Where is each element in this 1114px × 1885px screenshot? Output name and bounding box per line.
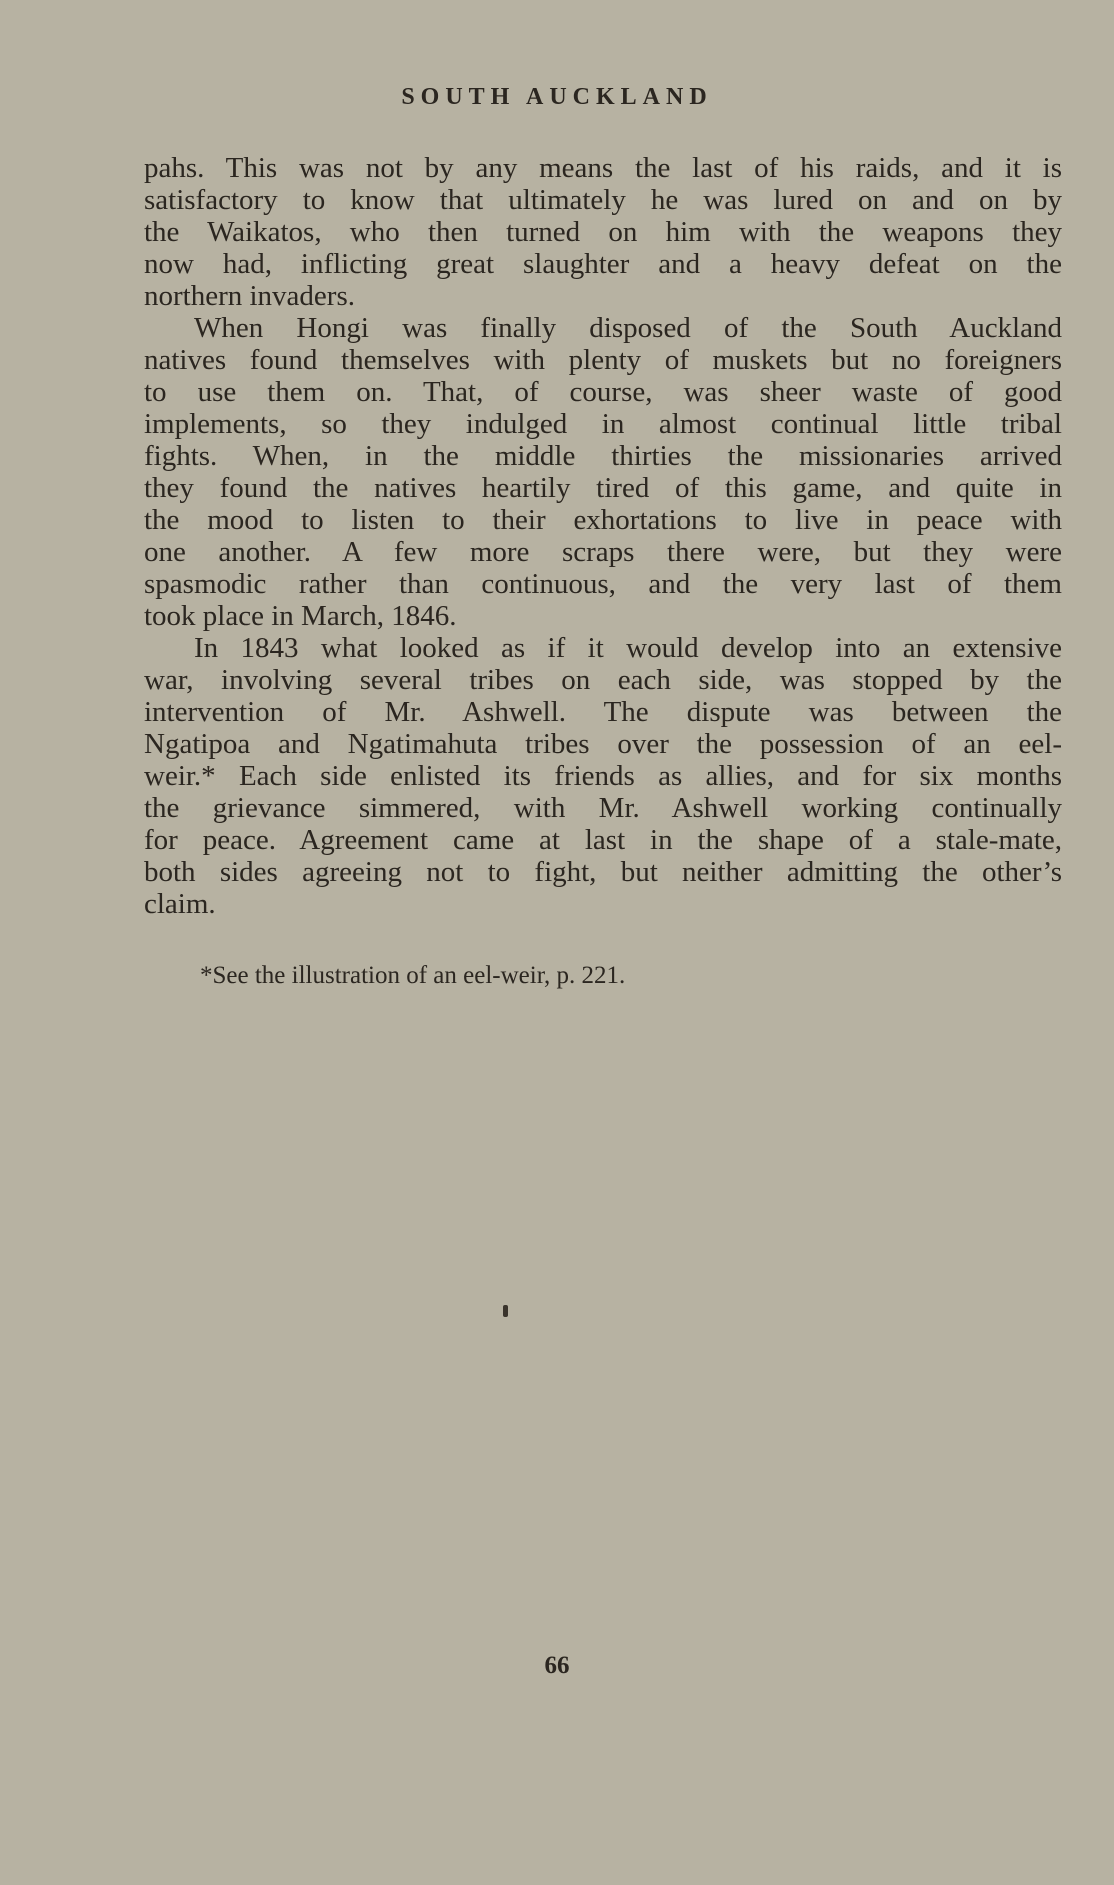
text-line: When Hongi was finally disposed of the South Auckland xyxy=(194,312,1062,344)
text-line: to use them on. That, of course, was sheer waste of good xyxy=(144,376,1062,408)
text-line: weir.* Each side enlisted its friends as allies, and for six months xyxy=(144,760,1062,792)
text-line: pahs. This was not by any means the last of his raids, and it is xyxy=(144,152,1062,184)
text-line: war, involving several tribes on each side, was stopped by the xyxy=(144,664,1062,696)
footnote: *See the illustration of an eel-weir, p. 221. xyxy=(200,962,626,989)
text-line: In 1843 what looked as if it would develop into an extensive xyxy=(194,632,1062,664)
text-line: the mood to listen to their exhortations to live in peace with xyxy=(144,504,1062,536)
text-line: intervention of Mr. Ashwell. The dispute was between the xyxy=(144,696,1062,728)
text-line: both sides agreeing not to fight, but neither admitting the other’s xyxy=(144,856,1062,888)
text-line: satisfactory to know that ultimately he was lured on and on by xyxy=(144,184,1062,216)
text-line: spasmodic rather than continuous, and the very last of them xyxy=(144,568,1062,600)
page-number: 66 xyxy=(544,1652,570,1679)
ink-speck xyxy=(503,1305,508,1317)
text-line: fights. When, in the middle thirties the missionaries arrived xyxy=(144,440,1062,472)
body-text xyxy=(144,152,1062,920)
text-line: claim. xyxy=(144,888,216,920)
text-line: for peace. Agreement came at last in the shape of a stale-mate, xyxy=(144,824,1062,856)
text-line: Ngatipoa and Ngatimahuta tribes over the possession of an eel- xyxy=(144,728,1062,760)
text-line: the grievance simmered, with Mr. Ashwell working continually xyxy=(144,792,1062,824)
text-line: the Waikatos, who then turned on him with the weapons they xyxy=(144,216,1062,248)
running-header: SOUTH AUCKLAND xyxy=(401,84,713,110)
text-line: they found the natives heartily tired of this game, and quite in xyxy=(144,472,1062,504)
text-line: took place in March, 1846. xyxy=(144,600,457,632)
text-line: now had, inflicting great slaughter and a heavy defeat on the xyxy=(144,248,1062,280)
text-line: implements, so they indulged in almost continual little tribal xyxy=(144,408,1062,440)
text-line: natives found themselves with plenty of muskets but no foreigners xyxy=(144,344,1062,376)
text-line: one another. A few more scraps there were, but they were xyxy=(144,536,1062,568)
text-line: northern invaders. xyxy=(144,280,355,312)
